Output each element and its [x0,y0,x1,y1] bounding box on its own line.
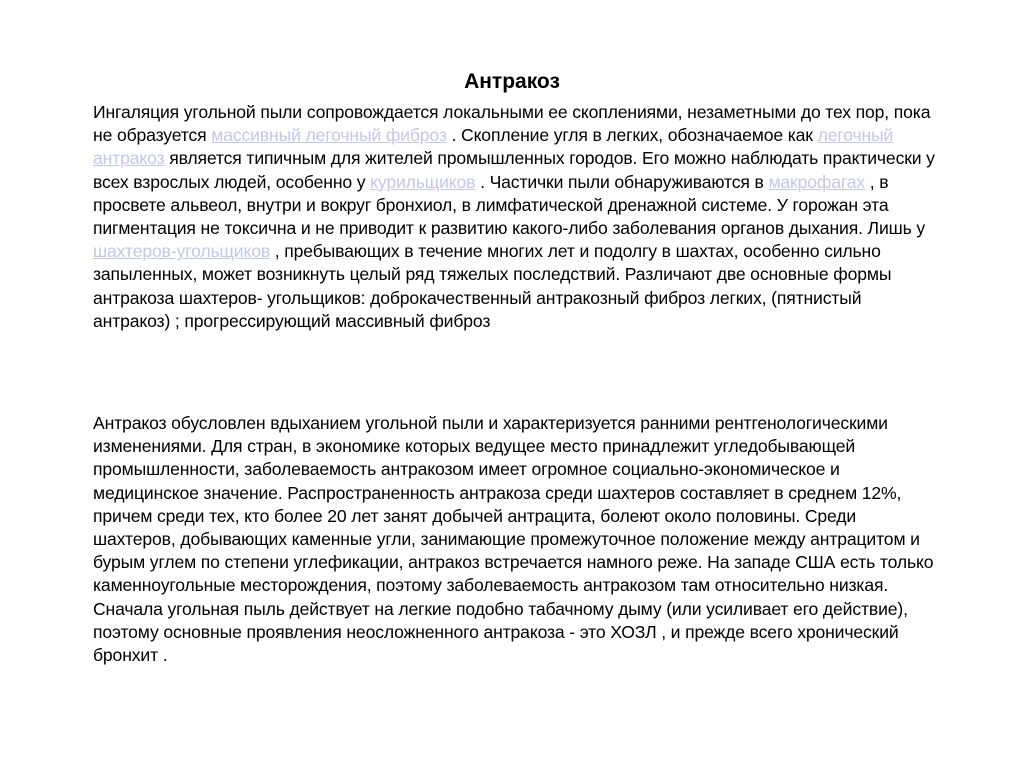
paragraph-1-text-1: Ингаляция угольной пыли сопровождается локальными ее скоплениями, незаметными до тех пор, пока не образуется [93,102,931,146]
link-pulmonary-anthracosis[interactable]: легочный антракоз [93,125,894,169]
paragraph-1-text-3: является типичным для жителей промышленных городов. Его можно наблюдать практически у всех взрослых людей, особенно у [93,148,935,192]
link-macrophages[interactable]: макрофагах [768,171,865,192]
link-coal-miners[interactable]: шахтеров-угольщиков [93,241,271,262]
paragraph-1-text-4: . Частички пыли обнаруживаются в [475,171,769,192]
paragraph-1-text-6: , пребывающих в течение многих лет и подолгу в шахтах, особенно сильно запыленных, может возникнуть целый ряд тяжелых последствий. Различают две основные формы антракоза шахтеров- угольщиков: доброкачественный антракозный фиброз легких, (пятнистый антракоз) ; прогрессирующий массивный фиброз [93,241,892,331]
paragraph-1-text-2: . Скопление угля в легких, обозначаемое как [446,125,818,146]
slide-title: Антракоз [464,70,560,93]
paragraph-1 [93,101,943,333]
paragraph-1-text-5: , в просвете альвеол, внутри и вокруг бронхиол, в лимфатической дренажной системе. У горожан эта пигментация не токсична и не приводит к развитию какого-либо заболевания органов дыхания. Лишь у [93,171,925,239]
link-massive-pulmonary-fibrosis[interactable]: массивный легочный фиброз [211,125,447,146]
link-smokers[interactable]: курильщиков [370,171,476,192]
paragraph-2: Антракоз обусловлен вдыханием угольной пыли и характеризуется ранними рентгенологическими изменениями. Для стран, в экономике которых ведущее место принадлежит угледобывающей промышленности, заболеваемость антракозом имеет огромное социально-экономическое и медицинское значение. Распространенность антракоза среди шахтеров составляет в среднем 12%, причем среди тех, кто более 20 лет занят добычей антрацита, болеют около половины. Среди шахтеров, добывающих каменные угли, занимающие промежуточное положение между антрацитом и бурым углем по степени углефикации, антракоз встречается намного реже. На западе США есть только каменноугольные месторождения, поэтому заболеваемость антракозом там относительно низкая. Сначала угольная пыль действует на легкие подобно табачному дыму (или усиливает его действие), поэтому основные проявления неосложненного антракоза - это ХОЗЛ , и прежде всего хронический бронхит . [93,413,934,666]
